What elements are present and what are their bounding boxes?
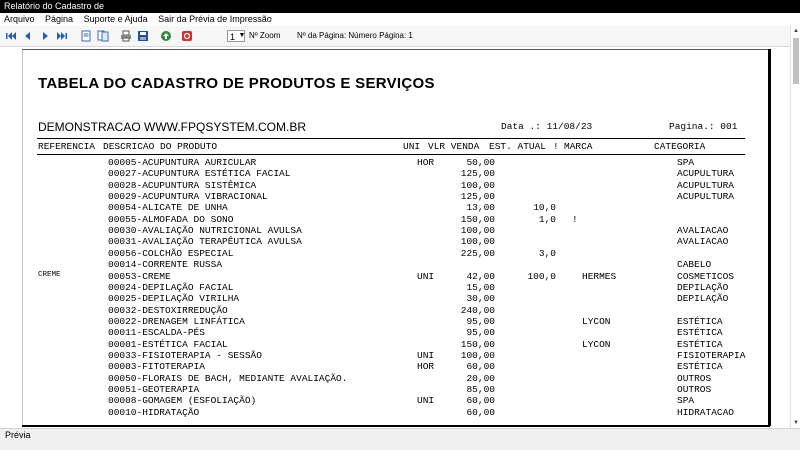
header-divider-top xyxy=(37,138,745,139)
row-desc: 00022-DRENAGEM LINFÁTICA xyxy=(108,315,245,327)
export-icon[interactable] xyxy=(160,30,172,42)
row-price: 100,00 xyxy=(460,349,495,361)
two-page-icon[interactable] xyxy=(97,30,109,42)
row-price: 60,00 xyxy=(466,406,495,418)
row-category: OUTROS xyxy=(677,384,712,395)
close-icon[interactable] xyxy=(181,30,193,42)
row-desc: 00008-GOMAGEM (ESFOLIAÇÃO) xyxy=(108,395,257,407)
row-desc: 00029-ACUPUNTURA VIBRACIONAL xyxy=(108,191,268,203)
row-desc: 00003-FITOTERAPIA xyxy=(108,361,205,373)
scroll-down-icon[interactable]: ▼ xyxy=(793,420,799,426)
single-page-icon[interactable] xyxy=(80,30,92,42)
row-desc: 00054-ALICATE DE UNHA xyxy=(108,202,228,214)
col-referencia: REFERENCIA xyxy=(38,141,96,152)
col-est-atual: EST. ATUAL xyxy=(489,141,547,152)
row-category: COSMETICOS xyxy=(677,270,735,282)
report-date: Data .: 11/08/23 xyxy=(501,121,593,132)
row-price: 42,00 xyxy=(466,270,495,282)
scroll-up-icon[interactable]: ▲ xyxy=(793,28,799,34)
prev-page-icon[interactable] xyxy=(22,30,34,42)
row-desc: 00050-FLORAIS DE BACH, MEDIANTE AVALIAÇÃO. xyxy=(108,372,348,384)
row-desc: 00053-CREME xyxy=(108,270,171,282)
row-category: ESTÉTICA xyxy=(677,338,723,350)
row-desc: 00005-ACUPUNTURA AURICULAR xyxy=(108,157,257,168)
row-price: 85,00 xyxy=(466,384,495,395)
row-category: ESTÉTICA xyxy=(677,327,723,339)
row-desc: 00024-DEPILAÇÃO FACIAL xyxy=(108,281,234,293)
scroll-thumb[interactable] xyxy=(793,38,799,84)
col-vlr-venda: VLR VENDA xyxy=(428,141,480,152)
next-page-icon[interactable] xyxy=(39,30,51,42)
menu-sair-previa[interactable]: Sair da Prévia de Impressão xyxy=(158,14,272,24)
row-stock: 100,0 xyxy=(527,270,556,282)
row-desc: 00025-DEPILAÇÃO VIRILHA xyxy=(108,293,240,305)
row-price: 100,00 xyxy=(460,225,495,237)
row-price: 50,00 xyxy=(466,157,495,168)
print-icon[interactable] xyxy=(120,30,132,42)
row-brand: LYCON xyxy=(582,338,611,350)
report-page-number: Pagina.: 001 xyxy=(669,121,738,132)
row-category: OUTROS xyxy=(677,372,712,384)
row-category: ESTÉTICA xyxy=(677,361,723,373)
first-page-icon[interactable] xyxy=(5,30,17,42)
row-price: 240,00 xyxy=(460,304,495,316)
row-desc: 00051-GEOTERAPIA xyxy=(108,384,200,395)
row-price: 150,00 xyxy=(460,213,495,225)
row-price: 60,00 xyxy=(466,361,495,373)
row-uni: HOR xyxy=(417,157,435,168)
row-desc: 00011-ESCALDA-PÉS xyxy=(108,327,205,339)
status-bar: Prévia xyxy=(0,428,800,450)
row-desc: 00010-HIDRATAÇÃO xyxy=(108,406,200,418)
row-category: ACUPULTURA xyxy=(677,168,735,180)
row-price: 60,00 xyxy=(466,395,495,407)
report-company: DEMONSTRACAO WWW.FPQSYSTEM.COM.BR xyxy=(38,120,307,134)
report-title: TABELA DO CADASTRO DE PRODUTOS E SERVIÇOS xyxy=(38,75,435,92)
row-category: DEPILAÇÃO xyxy=(677,293,729,305)
row-category: ACUPULTURA xyxy=(677,179,735,191)
row-price: 125,00 xyxy=(460,168,495,180)
row-bang: ! xyxy=(572,213,578,225)
zoom-select[interactable]: 1 xyxy=(227,30,245,42)
page-number-label: Nº da Página: Número Página: 1 xyxy=(297,31,413,40)
row-price: 20,00 xyxy=(466,372,495,384)
row-price: 95,00 xyxy=(466,315,495,327)
row-desc: 00033-FISIOTERAPIA - SESSÃO xyxy=(108,349,262,361)
col-uni: UNI xyxy=(403,141,421,152)
page-shadow xyxy=(768,49,771,426)
row-price: 125,00 xyxy=(460,191,495,203)
header-divider-bottom xyxy=(37,154,745,155)
window-title: Relatório do Cadastro de xyxy=(0,0,800,13)
row-ref: CREME xyxy=(38,270,61,279)
row-category: FISIOTERAPIA xyxy=(677,349,746,361)
row-category: SPA xyxy=(677,157,695,168)
menu-arquivo[interactable]: Arquivo xyxy=(4,14,35,24)
row-desc: 00031-AVALIAÇÃO TERAPÊUTICA AVULSA xyxy=(108,236,302,248)
row-brand: HERMES xyxy=(582,270,617,282)
row-price: 15,00 xyxy=(466,281,495,293)
row-stock: 10,0 xyxy=(533,202,556,214)
row-desc: 00027-ACUPUNTURA ESTÉTICA FACIAL xyxy=(108,168,291,180)
row-price: 225,00 xyxy=(460,247,495,259)
row-category: SPA xyxy=(677,395,695,407)
row-stock: 1,0 xyxy=(538,213,556,225)
row-uni: UNI xyxy=(417,270,435,282)
row-desc: 00055-ALMOFADA DO SONO xyxy=(108,213,234,225)
page-border-top xyxy=(22,49,768,50)
last-page-icon[interactable] xyxy=(56,30,68,42)
row-price: 100,00 xyxy=(460,179,495,191)
row-desc: 00028-ACUPUNTURA SISTÊMICA xyxy=(108,179,257,191)
row-category: AVALIACAO xyxy=(677,225,729,237)
menu-bar xyxy=(0,13,800,26)
row-price: 13,00 xyxy=(466,202,495,214)
col-categoria: CATEGORIA xyxy=(654,141,706,152)
row-price: 150,00 xyxy=(460,338,495,350)
row-desc: 00056-COLCHÃO ESPECIAL xyxy=(108,247,234,259)
row-uni: HOR xyxy=(417,361,435,373)
row-category: HIDRATACAO xyxy=(677,406,735,418)
chevron-down-icon[interactable]: ▼ xyxy=(238,32,246,39)
row-price: 95,00 xyxy=(466,327,495,339)
row-category: ACUPULTURA xyxy=(677,191,735,203)
page-border-bottom xyxy=(22,425,770,427)
row-desc: 00001-ESTÉTICA FACIAL xyxy=(108,338,228,350)
vertical-scrollbar[interactable] xyxy=(790,26,800,428)
row-uni: UNI xyxy=(417,349,435,361)
row-price: 30,00 xyxy=(466,293,495,305)
row-desc: 00032-DESTOXIRREDUÇÃO xyxy=(108,304,228,316)
row-stock: 3,0 xyxy=(538,247,556,259)
save-icon[interactable] xyxy=(137,30,149,42)
row-brand: LYCON xyxy=(582,315,611,327)
row-category: CABELO xyxy=(677,259,712,271)
col-descricao: DESCRICAO DO PRODUTO xyxy=(103,141,218,152)
row-price: 100,00 xyxy=(460,236,495,248)
row-category: ESTÉTICA xyxy=(677,315,723,327)
menu-suporte-ajuda[interactable]: Suporte e Ajuda xyxy=(83,14,148,24)
zoom-label: Nº Zoom xyxy=(249,31,281,40)
menu-pagina[interactable]: Página xyxy=(45,14,74,24)
col-marca: MARCA xyxy=(564,141,593,152)
col-bang: ! xyxy=(553,141,559,152)
row-uni: UNI xyxy=(417,395,435,407)
row-category: AVALIACAO xyxy=(677,236,729,248)
row-desc: 00014-CORRENTE RUSSA xyxy=(108,259,223,271)
row-category: DEPILAÇÃO xyxy=(677,281,729,293)
row-desc: 00030-AVALIAÇÃO NUTRICIONAL AVULSA xyxy=(108,225,302,237)
